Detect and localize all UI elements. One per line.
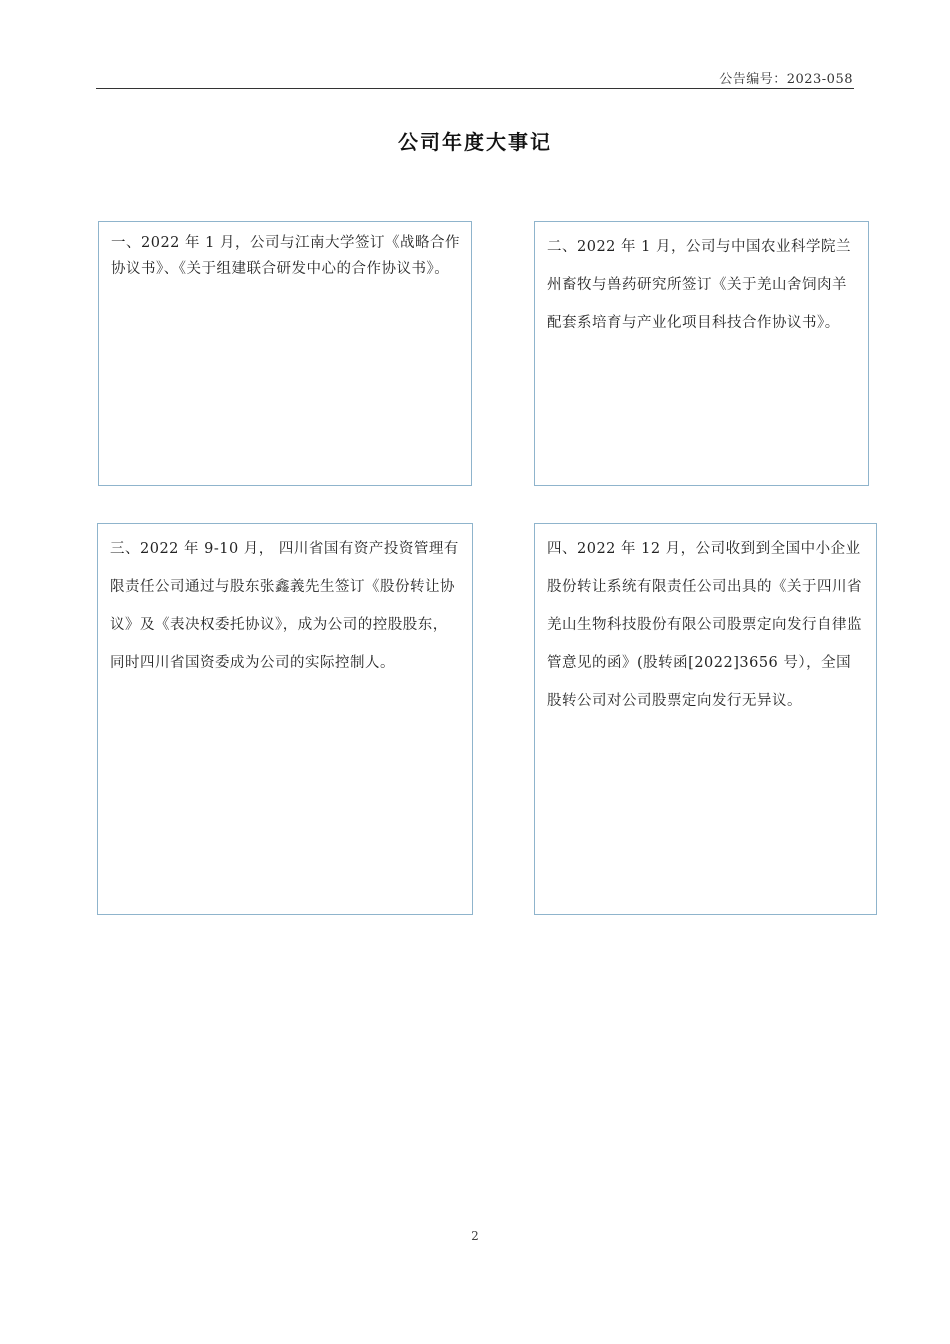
- event-box-1: [98, 221, 472, 486]
- event-box-3: [97, 523, 473, 915]
- event-text-4: 四、2022 年 12 月，公司收到到全国中小企业股份转让系统有限责任公司出具的《关于四川省羌山生物科技股份有限公司股票定向发行自律监管意见的函》(股转函[2022]3656 号），全国股转公司对公司股票定向发行无异议。: [547, 541, 862, 709]
- announcement-code: 公告编号：2023-058: [719, 72, 853, 87]
- page-number: 2: [471, 1229, 479, 1243]
- header-divider: [96, 88, 854, 89]
- page-title: 公司年度大事记: [398, 130, 552, 154]
- event-box-4: [534, 523, 877, 915]
- event-text-3: 三、2022 年 9-10 月， 四川省国有资产投资管理有限责任公司通过与股东张鑫義先生签订《股份转让协议》及《表决权委托协议》，成为公司的控股股东，同时四川省国资委成为公司的实际控制人。: [110, 541, 459, 671]
- event-text-1: 一、2022 年 1 月，公司与江南大学签订《战略合作协议书》、《关于组建联合研发中心的合作协议书》。: [111, 235, 460, 277]
- event-box-2: [534, 221, 869, 486]
- event-text-2: 二、2022 年 1 月，公司与中国农业科学院兰州畜牧与兽药研究所签订《关于羌山舍饲肉羊配套系培育与产业化项目科技合作协议书》。: [547, 239, 851, 331]
